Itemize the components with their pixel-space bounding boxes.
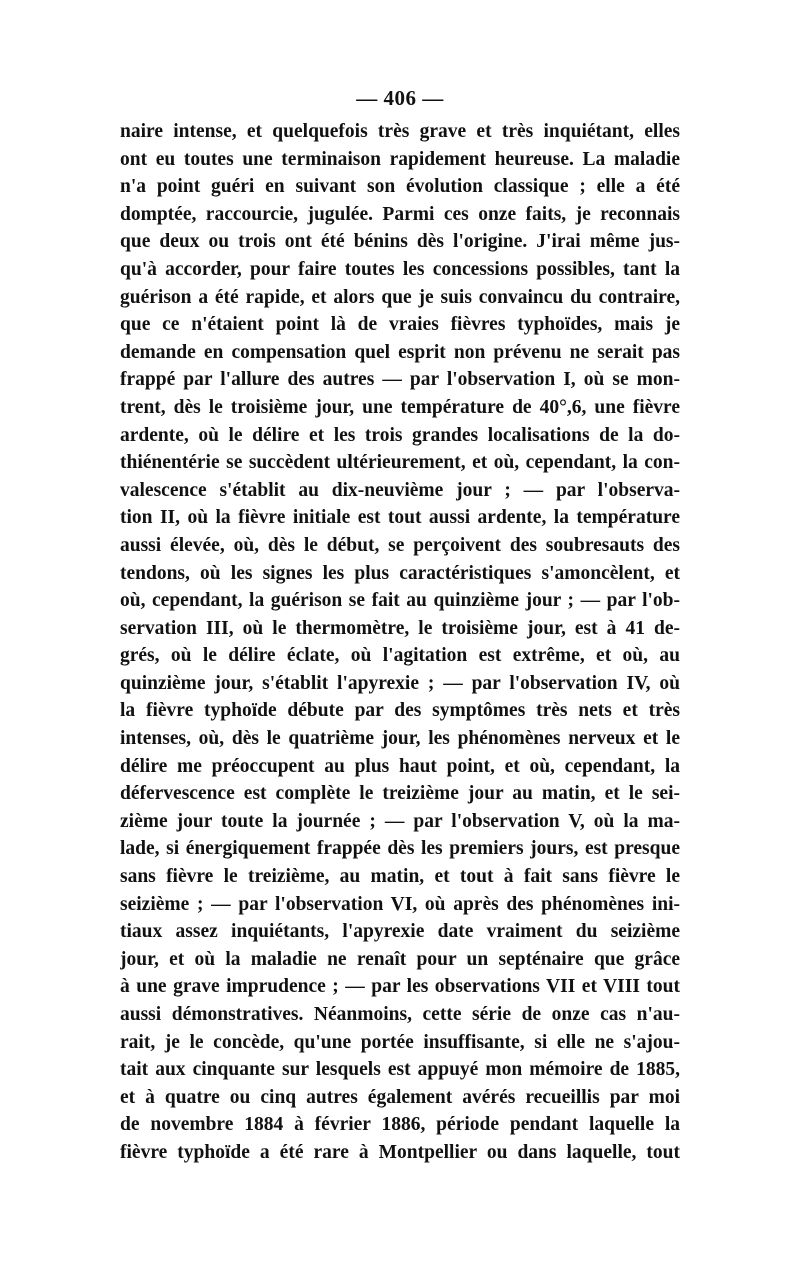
- text-line: rait, je le concède, qu'une portée insuffisante, si elle ne s'ajou-: [120, 1031, 680, 1053]
- text-line: domptée, raccourcie, jugulée. Parmi ces onze faits, je reconnais: [120, 203, 680, 225]
- text-line: qu'à accorder, pour faire toutes les concessions possibles, tant la: [120, 258, 680, 280]
- text-line: tendons, où les signes les plus caractéristiques s'amoncèlent, et: [120, 562, 680, 584]
- page-number: — 406 —: [356, 86, 444, 110]
- text-line: ont eu toutes une terminaison rapidement heureuse. La maladie: [120, 148, 680, 170]
- text-line: sans fièvre le treizième, au matin, et tout à fait sans fièvre le: [120, 866, 680, 888]
- text-line: valescence s'établit au dix-neuvième jour ; — par l'observa-: [120, 479, 680, 501]
- text-line: demande en compensation quel esprit non prévenu ne serait pas: [120, 341, 680, 363]
- text-line: trent, dès le troisième jour, une température de 40°,6, une fièvre: [120, 396, 680, 418]
- text-line: fièvre typhoïde a été rare à Montpellier ou dans laquelle, tout: [120, 1141, 680, 1163]
- text-line: que ce n'étaient point là de vraies fièvres typhoïdes, mais je: [120, 314, 680, 336]
- text-line: seizième ; — par l'observation VI, où après des phénomènes ini-: [120, 893, 680, 915]
- text-line: zième jour toute la journée ; — par l'observation V, où la ma-: [120, 810, 680, 832]
- text-line: et à quatre ou cinq autres également avérés recueillis par moi: [120, 1086, 680, 1108]
- text-line: aussi démonstratives. Néanmoins, cette série de onze cas n'au-: [120, 1004, 680, 1025]
- text-line: défervescence est complète le treizième jour au matin, et le sei-: [120, 783, 680, 805]
- text-line: aussi élevée, où, dès le début, se perçoivent des soubresauts des: [120, 534, 680, 556]
- text-line: que deux ou trois ont été bénins dès l'origine. J'irai même jus-: [120, 231, 680, 253]
- text-line: à une grave imprudence ; — par les observations VII et VIII tout: [120, 976, 680, 998]
- text-line: intenses, où, dès le quatrième jour, les phénomènes nerveux et le: [120, 728, 680, 750]
- text-line: thiénentérie se succèdent ultérieurement, et où, cependant, la con-: [120, 452, 680, 474]
- text-line: n'a point guéri en suivant son évolution classique ; elle a été: [120, 176, 680, 198]
- text-line: tait aux cinquante sur lesquels est appuyé mon mémoire de 1885,: [120, 1059, 680, 1081]
- text-line: la fièvre typhoïde débute par des symptômes très nets et très: [120, 700, 680, 722]
- text-line: quinzième jour, s'établit l'apyrexie ; — par l'observation IV, où: [120, 672, 680, 694]
- body-text: [120, 118, 680, 1167]
- text-line: ardente, où le délire et les trois grandes localisations de la do-: [120, 424, 680, 446]
- text-line: où, cependant, la guérison se fait au quinzième jour ; — par l'ob-: [120, 590, 680, 612]
- text-line: guérison a été rapide, et alors que je suis convaincu du contraire,: [120, 286, 680, 308]
- text-line: naire intense, et quelquefois très grave et très inquiétant, elles: [120, 121, 680, 142]
- text-line: servation III, où le thermomètre, le troisième jour, est à 41 de-: [120, 617, 680, 639]
- text-line: lade, si énergiquement frappée dès les premiers jours, est presque: [120, 838, 680, 860]
- text-line: tion II, où la fièvre initiale est tout aussi ardente, la température: [120, 507, 680, 529]
- text-line: grés, où le délire éclate, où l'agitation est extrême, et où, au: [120, 645, 680, 667]
- text-line: délire me préoccupent au plus haut point, et où, cependant, la: [120, 755, 680, 777]
- text-line: frappé par l'allure des autres — par l'observation I, où se mon-: [120, 369, 680, 391]
- text-line: de novembre 1884 à février 1886, période pendant laquelle la: [120, 1114, 680, 1136]
- text-line: jour, et où la maladie ne renaît pour un septénaire que grâce: [120, 948, 680, 970]
- text-line: tiaux assez inquiétants, l'apyrexie date vraiment du seizième: [120, 921, 680, 943]
